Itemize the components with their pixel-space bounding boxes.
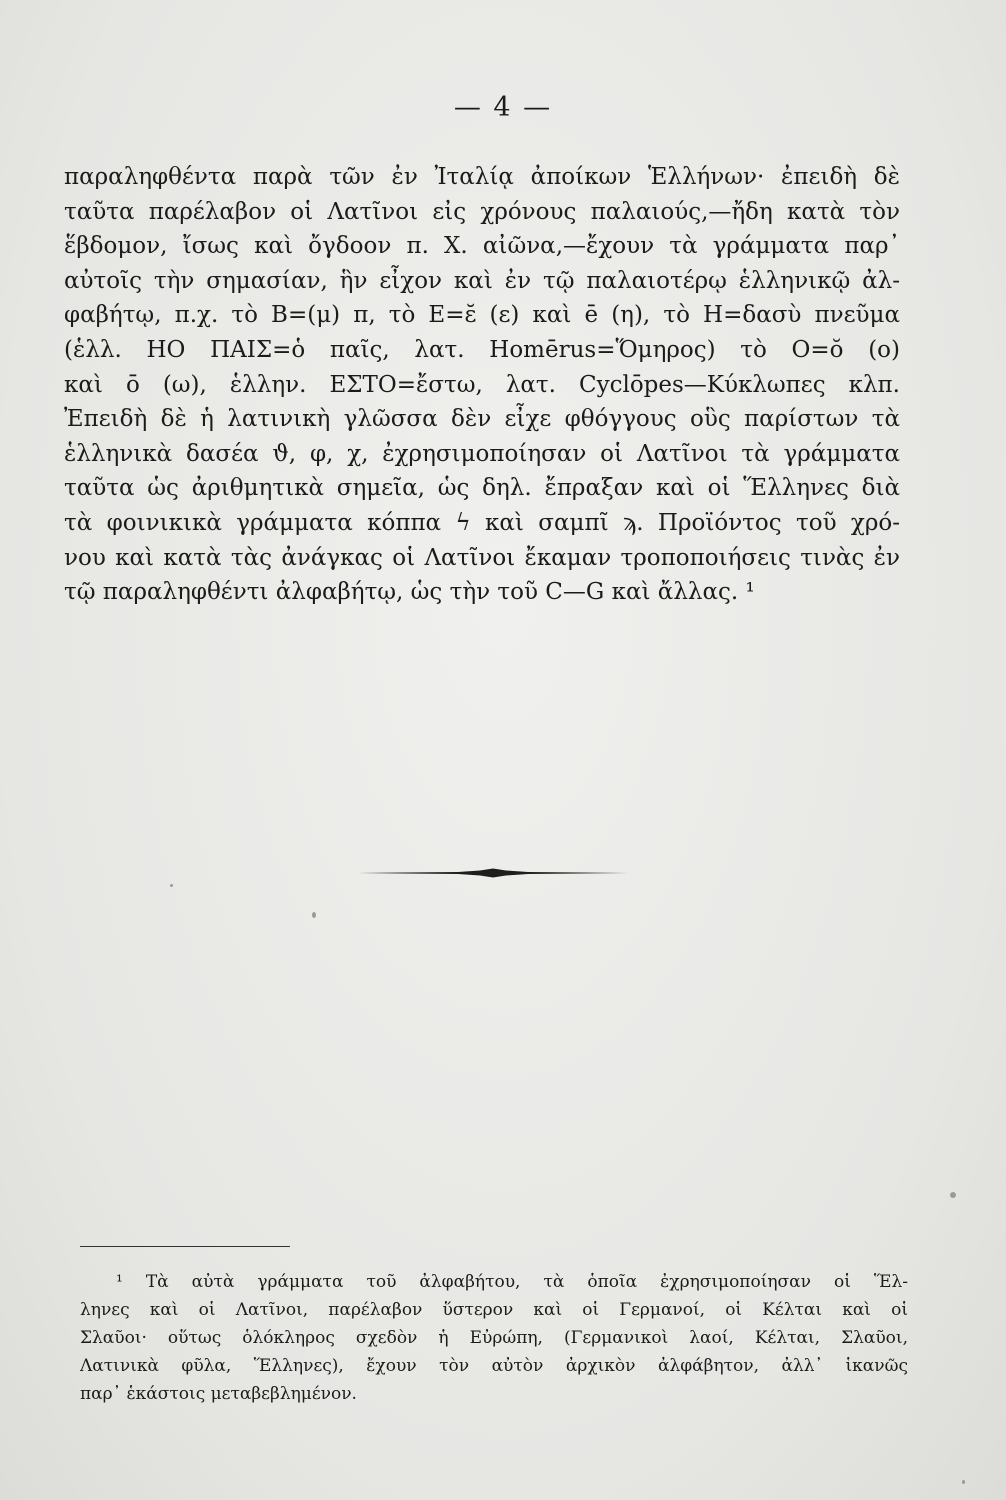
body-line: καὶ ō (ω), ἑλλην. ΕΣΤΟ=ἔστω, λατ. Cyclōpes—Κύκλωπες κλπ. bbox=[64, 371, 900, 398]
footnote-line: ληνες καὶ οἱ Λατῖνοι, παρέλαβον ὕστερον καὶ οἱ Γερμανοί, οἱ Κέλται καὶ οἱ bbox=[80, 1300, 908, 1320]
body-line: (ἑλλ. ΗΟ ΠΑΙΣ=ὁ παῖς, λατ. Homērus=Ὅμηρος) τὸ Ο=ŏ (ο) bbox=[64, 336, 900, 363]
footnote bbox=[80, 1268, 908, 1408]
footnote-line: ¹ Τὰ αὐτὰ γράμματα τοῦ ἀλφαβήτου, τὰ ὁποῖα ἐχρησιμοποίησαν οἱ Ἕλ- bbox=[116, 1272, 908, 1292]
body-line: νου καὶ κατὰ τὰς ἀνάγκας οἱ Λατῖνοι ἔκαμαν τροποποιήσεις τινὰς ἐν bbox=[64, 544, 900, 571]
ornamental-divider bbox=[358, 862, 628, 884]
body-line: ταῦτα ὡς ἀριθμητικὰ σημεῖα, ὡς δηλ. ἔπραξαν καὶ οἱ Ἕλληνες διὰ bbox=[64, 475, 900, 502]
body-line: ἑλληνικὰ δασέα ϑ, φ, χ, ἐχρησιμοποίησαν οἱ Λατῖνοι τὰ γράμματα bbox=[64, 440, 900, 467]
body-line: ταῦτα παρέλαβον οἱ Λατῖνοι εἰς χρόνους παλαιούς,—ἤδη κατὰ τὸν bbox=[64, 198, 900, 225]
paper-speck bbox=[950, 1192, 956, 1198]
body-text bbox=[64, 160, 900, 610]
footnote-separator bbox=[80, 1246, 290, 1247]
page-number: — 4 — bbox=[453, 92, 553, 123]
paper-speck bbox=[170, 884, 173, 887]
body-line: τὰ φοινικικὰ γράμματα κόππα ϟ καὶ σαμπῖ ϡ. Προϊόντος τοῦ χρό- bbox=[64, 509, 900, 536]
footnote-line: Σλαῦοι· οὕτως ὁλόκληρος σχεδὸν ἡ Εὐρώπη, (Γερμανικοὶ λαοί, Κέλται, Σλαῦοι, bbox=[80, 1328, 908, 1348]
body-line: Ἐπειδὴ δὲ ἡ λατινικὴ γλῶσσα δὲν εἶχε φθόγγους οὓς παρίστων τὰ bbox=[64, 406, 900, 433]
body-line: παραληφθέντα παρὰ τῶν ἐν Ἰταλίᾳ ἀποίκων Ἑλλήνων· ἐπειδὴ δὲ bbox=[64, 164, 900, 190]
paper-speck bbox=[962, 1480, 965, 1484]
body-line: φαβήτῳ, π.χ. τὸ Β=(μ) π, τὸ Ε=ε̆ (ε) καὶ ē (η), τὸ Η=δασὺ πνεῦμα bbox=[64, 302, 900, 329]
body-line: ἕβδομον, ἴσως καὶ ὄγδοον π. Χ. αἰῶνα,—ἔχουν τὰ γράμματα παρ᾽ bbox=[64, 233, 900, 260]
footnote-line: Λατινικὰ φῦλα, Ἕλληνες), ἔχουν τὸν αὐτὸν ἀρχικὸν ἀλφάβητον, ἀλλ᾽ ἱκανῶς bbox=[80, 1356, 908, 1376]
body-line: τῷ παραληφθέντι ἀλφαβήτῳ, ὡς τὴν τοῦ C—G καὶ ἄλλας. ¹ bbox=[64, 579, 755, 606]
paper-speck bbox=[312, 912, 316, 918]
footnote-line: παρ᾽ ἑκάστοις μεταβεβλημένον. bbox=[80, 1384, 357, 1404]
body-line: αὐτοῖς τὴν σημασίαν, ἣν εἶχον καὶ ἐν τῷ παλαιοτέρῳ ἑλληνικῷ ἀλ- bbox=[64, 267, 900, 294]
